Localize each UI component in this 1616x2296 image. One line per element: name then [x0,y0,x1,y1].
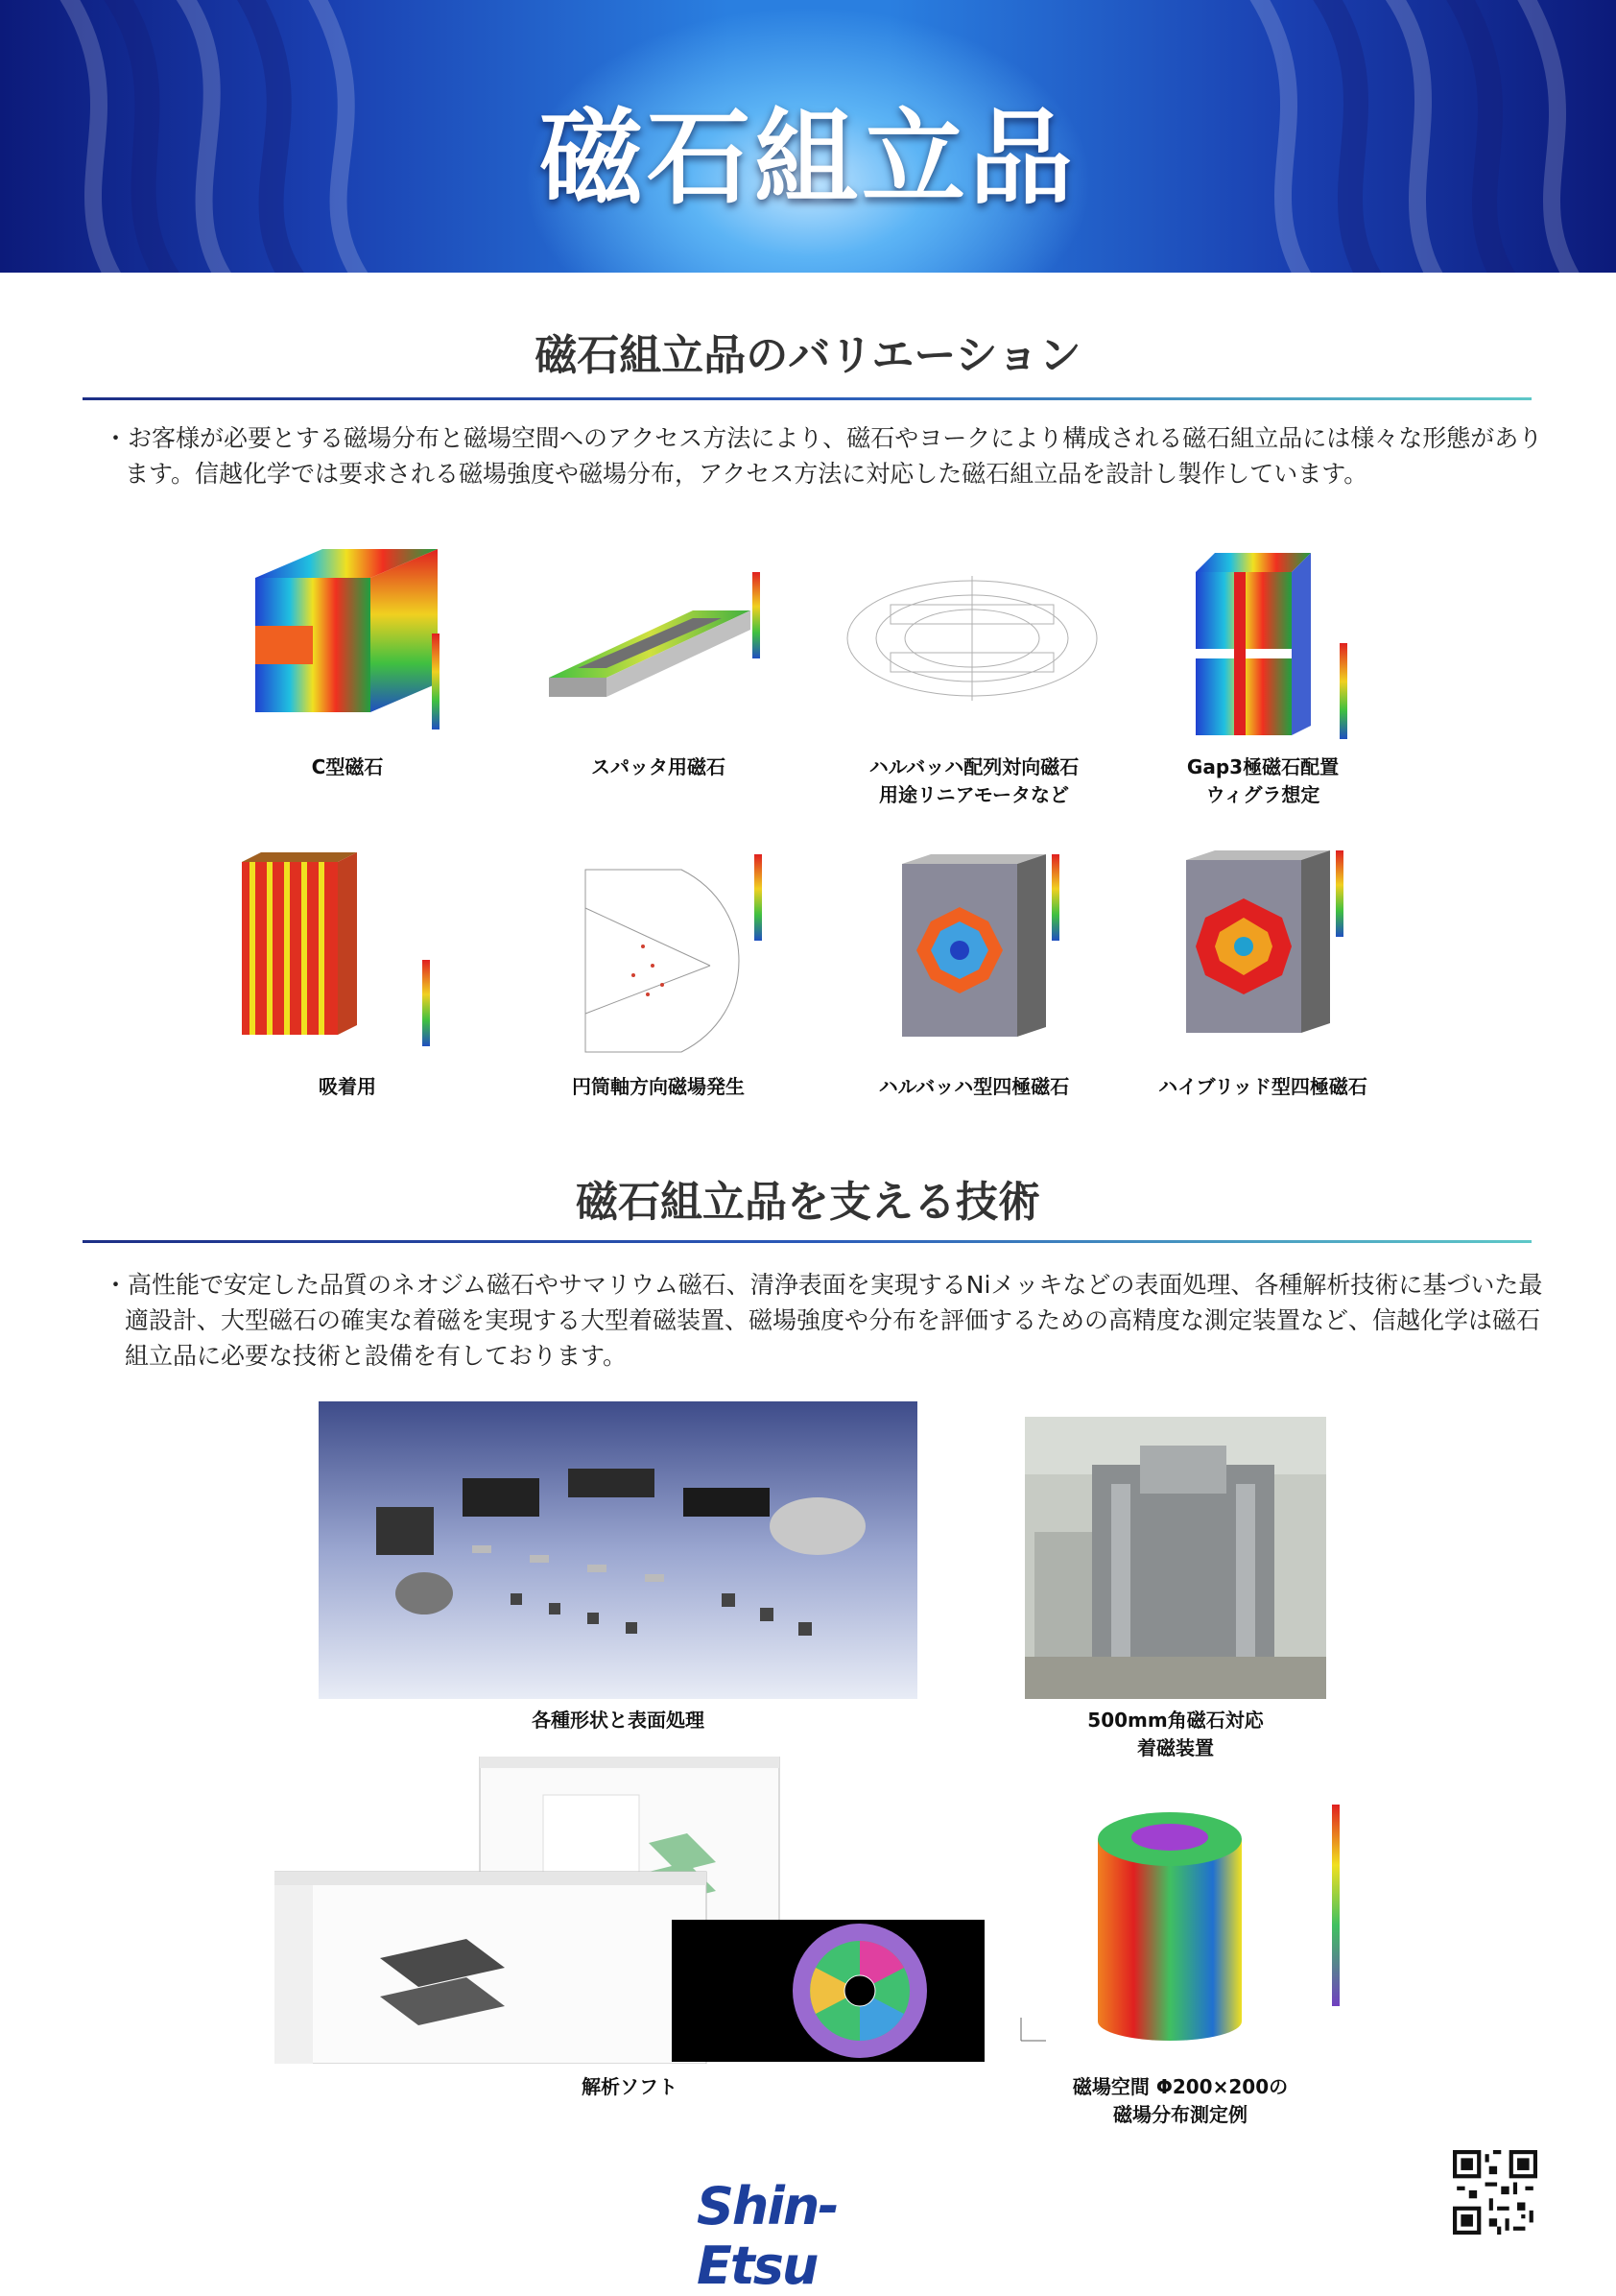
magnet-shapes-photo [319,1401,917,1699]
figure-caption: C型磁石 [311,755,384,778]
section-title-variations: 磁石組立品のバリエーション [535,331,1081,380]
halbach-opposing-magnet-image [843,576,1102,701]
figure-caption: 吸着用 [319,1075,376,1098]
section-title-technology: 磁石組立品を支える技術 [576,1178,1040,1227]
colorbar-legend [428,634,451,739]
section-paragraph: ・高性能で安定した品質のネオジム磁石やサマリウム磁石、清浄表面を実現するNiメッキなどの表面処理、各種解析技術に基づいた最適設計、大型磁石の確実な着磁を実現する大型着磁装置、磁場強度や分布を評価するための高精度な測定装置など、信越化学は磁石組立品に必要な技術と設備を有しております。 [104,1271,1543,1370]
c-type-magnet-image [246,549,447,741]
figure-caption: ハルバッハ配列対向磁石 用途リニアモータなど [868,755,1080,806]
shin-etsu-logo: Shin-Etsu [697,2176,838,2296]
colorbar-legend [1048,854,1071,950]
magnetizing-equipment-photo [1025,1417,1326,1699]
figure-caption: ハルバッハ型四極磁石 [878,1075,1070,1098]
photo-caption: 各種形状と表面処理 [532,1709,704,1732]
section-divider [83,397,1532,400]
sputter-magnet-image [549,553,789,735]
figure-caption: ハイブリッド型四極磁石 [1158,1075,1367,1098]
section-divider [83,1240,1532,1243]
section-paragraph: ・お客様が必要とする磁場分布と磁場空間へのアクセス方法により、磁石やヨークにより構成される磁石組立品には様々な形態があります。信越化学では要求される磁場強度や磁場分布，アクセス方法に対応した磁石組立品を設計し製作しています。 [104,424,1543,488]
colorbar-legend [1332,850,1355,946]
photo-caption: 解析ソフト [582,2075,677,2098]
photo-caption: 500mm角磁石対応 着磁装置 [1087,1709,1264,1759]
colorbar-legend [750,854,773,950]
figure-caption: スパッタ用磁石 [591,755,725,778]
photo-caption: 磁場空間 Φ200×200の 磁場分布測定例 [1072,2075,1289,2126]
gap-3pole-magnet-image [1196,553,1340,745]
page-title: 磁石組立品 [538,99,1077,219]
qr-code-icon[interactable] [1453,2150,1537,2235]
cylinder-axial-field-image [576,850,758,1071]
analysis-software-screenshot [274,1757,985,2064]
figure-caption: 円筒軸方向磁場発生 [572,1075,745,1098]
figure-caption: Gap3極磁石配置 ウィグラ想定 [1186,755,1340,806]
colorbar-legend [418,960,441,1056]
cylinder-field-map-image [1017,1801,1343,2060]
header-banner [0,0,1616,273]
halbach-quadrupole-image [902,854,1046,1046]
colorbar-legend [1336,643,1359,749]
adsorption-magnet-image [242,852,367,1044]
hybrid-quadrupole-image [1186,850,1330,1042]
